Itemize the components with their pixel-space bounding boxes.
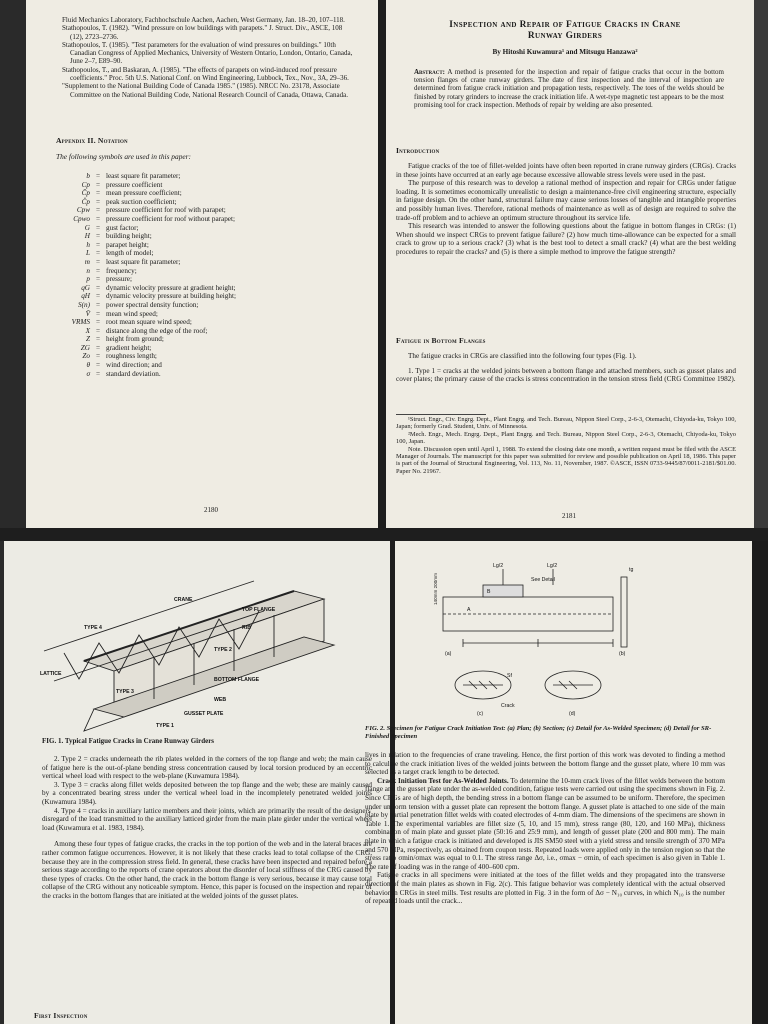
fig-label-tg: tg: [629, 567, 634, 573]
fig-label-lg2: Lg/2: [493, 563, 504, 569]
paragraph: Among these four types of fatigue cracks, the cracks in the top portion of the web and in the lateral braces are rather common fatigue occurrences. However, it is not likely that these cracks lead to total collapse of the CRG, because they are in the compression stress field. In general, these cracks have been inspected and repaired before a serious stage according to the reports of crane operators about the disorder of local stiffness of the CRG caused by these types of cracks. On the other hand, the crack in the bottom flange is very serious, because it may cause total collapse of the CRG without any noticeable symptom. Hence, this paper is focused on the inspection and repair of the cracks in the bottom flanges that are initiated at the welded joints of the gusset plates.: [42, 840, 372, 900]
paragraph: [365, 777, 725, 872]
notation-symbol: Cp: [81, 180, 90, 189]
paragraph: Fatigue cracks in all specimens were initiated at the toes of the fillet welds and they propagated into the transverse direction of the main plates as shown in Fig. 2(c). This fatigue behavior was completely identical with the actual observed behavior in CRGs in steel mills. Test results are plotted in Fig. 3 in the form of Δσ − N₁₀ curves, in which N₁₀ is the number of repeated loads until the crack...: [365, 871, 725, 906]
notation-definition: length of model;: [106, 249, 154, 258]
fig-label-dim: 140mm 200mm: [433, 573, 438, 605]
notation-symbol: Z: [86, 335, 90, 344]
notation-symbol: C̄p: [81, 189, 90, 198]
notation-definition: frequency;: [106, 266, 137, 275]
notation-row: [60, 241, 350, 250]
page-gap: [0, 528, 768, 541]
notation-row: [60, 172, 350, 181]
types-body: [42, 755, 372, 901]
notation-definition: power spectral density function;: [106, 300, 199, 309]
fig1-crane-girder-drawing: [24, 581, 354, 731]
introduction-heading: Introduction: [396, 146, 440, 155]
notation-symbol: Čp: [81, 197, 90, 206]
notation-definition: peak suction coefficient;: [106, 197, 177, 206]
references-list: [62, 16, 354, 99]
footnote: ¹Struct. Engr., Civ. Engrg. Dept., Plant Engrg. and Tech. Bureau, Nippon Steel Corp., 2-6-3, Otemachi, Chiyoda-ku, Tokyo 100, Japan; formerly Grad. Student, Univ. of Minnesota.: [396, 416, 736, 431]
equals-sign: =: [95, 369, 101, 378]
notation-definition: pressure;: [106, 275, 132, 284]
footnotes: [396, 416, 736, 475]
reference-item: Stathopoulos, T. (1985). "Test parameters for the evaluation of wind pressures on buildings." 10th Canadian Congress of Applied Mechanics, University of Western Ontario, London, Ontario, Canada, June 2–7, E89–90.: [62, 40, 353, 66]
equals-sign: =: [95, 197, 101, 206]
abstract-label: Abstract:: [414, 68, 446, 76]
notation-symbol: S(n): [78, 300, 90, 309]
fig-label-b-section: (b): [619, 651, 626, 657]
notation-symbol: m: [84, 257, 90, 266]
notation-symbol: h: [86, 240, 90, 249]
equals-sign: =: [95, 172, 101, 180]
equals-sign: =: [95, 309, 101, 318]
fig-label-web: WEB: [214, 697, 227, 703]
notation-definition: roughness length;: [106, 352, 157, 361]
notation-row: [60, 189, 350, 198]
notation-row: [60, 224, 350, 233]
reference-item: "Supplement to the National Building Code of Canada 1985." (1985). NRCC No. 23178, Associate Committee on the National Building Code, National Research Council of Canada, Ottawa, Canada.: [62, 82, 348, 99]
fig-label-see-detail: See Detail: [531, 577, 555, 583]
page-number: 2180: [204, 506, 218, 514]
equals-sign: =: [95, 214, 101, 223]
notation-symbol: Cpw: [76, 206, 90, 215]
equals-sign: =: [95, 240, 101, 249]
notation-symbol: VRMS: [71, 318, 90, 327]
notation-symbol: θ: [86, 361, 90, 370]
fig-label-type1: TYPE 1: [156, 723, 174, 729]
notation-definition: standard deviation.: [106, 369, 161, 378]
notation-symbol: qH: [81, 292, 90, 301]
fig2-specimen-drawing: [423, 557, 653, 717]
notation-row: [60, 181, 350, 190]
notation-definition: pressure coefficient: [106, 180, 163, 189]
notation-definition: mean pressure coefficient;: [106, 189, 182, 198]
equals-sign: =: [95, 326, 101, 335]
notation-symbol: Cpwo: [73, 214, 90, 223]
paragraph: lives in relation to the frequencies of crane traveling. Hence, the first portion of this work was devoted to finding a method to calculate the crack initiation lives of the welded joints between the bottom flange and the gusset plate, where 10 mm was selected as a target crack length to be detected.: [365, 751, 725, 777]
paragraph: Fatigue cracks of the toe of fillet-welded joints have often been reported in crane runway girders (CRGs). Cracks in these joints have occurred at an early age because excessive allowable stress levels were used in the past.: [396, 162, 736, 179]
paper-title: [400, 20, 730, 42]
notation-row: [60, 275, 350, 284]
reference-item: Fluid Mechanics Laboratory, Fachhochschule Aachen, Aachen, West Germany, Jan. 18–20, 107–118.: [62, 16, 345, 24]
reference-item: Stathopoulos, T. (1982). "Wind pressure on low buildings with parapets." J. Struct. Div., ASCE, 108 (12), 2723–2736.: [62, 24, 343, 41]
notation-row: [60, 215, 350, 224]
paragraph-heading: Crack Initiation Test for As-Welded Joints.: [377, 776, 509, 785]
paragraph: The fatigue cracks in CRGs are classified into the following four types (Fig. 1).: [408, 352, 637, 360]
equals-sign: =: [95, 266, 101, 275]
footnote-rule: [396, 414, 486, 415]
page-2181: [386, 0, 768, 528]
notation-definition: height from ground;: [106, 335, 164, 344]
notation-row: [60, 249, 350, 258]
fig2-caption: FIG. 2. Specimen for Fatigue Crack Initiation Test: (a) Plan; (b) Section; (c) Detail for As-Welded Specimen; (d) Detail for SR-Finished Specimen: [365, 725, 712, 741]
notation-row: [60, 370, 350, 379]
notation-symbol: ZG: [80, 343, 90, 352]
notation-row: [60, 284, 350, 293]
notation-row: [60, 292, 350, 301]
notation-symbol: Zo: [82, 352, 90, 361]
fig-label-sf: Sf: [507, 673, 512, 679]
equals-sign: =: [95, 343, 101, 352]
first-inspection-heading: First Inspection: [34, 1011, 88, 1020]
equals-sign: =: [95, 335, 101, 344]
notation-symbol: V̄: [85, 309, 90, 318]
notation-definition: least square fit parameter;: [106, 257, 181, 266]
fig-label-type3: TYPE 3: [116, 689, 134, 695]
paragraph: 4. Type 4 = cracks in auxiliary lattice members and their joints, which are primarily the result of the designers' disregard of the load transmitted to the auxiliary latticed girder from the main plate girder under the vertical wheel load (Kuwamura et al. 1983, 1984).: [42, 806, 372, 832]
paragraph: 3. Type 3 = cracks along fillet welds deposited between the top flange and the web; these are mainly caused by a concentrated bearing stress under the vertical wheel load in the incompletely penetrated welded joints (Kuwamura 1984).: [42, 780, 372, 806]
notation-definition: gradient height;: [106, 343, 152, 352]
fig-label-crane: CRANE: [174, 597, 193, 603]
fig-label-a-point: A: [467, 607, 471, 613]
notation-row: [60, 232, 350, 241]
fig-label-rib: RIB: [242, 625, 251, 631]
abstract-text: A method is presented for the inspection and repair of fatigue cracks that occur in the bottom tension flanges of crane runway girders. The date of first inspection and the interval of inspection are determined from fatigue crack initiation and propagation tests, respectively. The toes of the welds should be finished by rotary grinders to increase the crack initiation life. A wet-type magnetic test appears to be the most promising tool for crack inspection. Methods of repair by welding are also presented.: [414, 68, 724, 109]
fig-label-type2: TYPE 2: [214, 647, 232, 653]
equals-sign: =: [95, 361, 101, 370]
equals-sign: =: [95, 275, 101, 284]
notation-definition: pressure coefficient for roof without parapet;: [106, 214, 235, 223]
paragraph-text: To determine the 10-mm crack lives of the fillet welds between the bottom flange and the gusset plate under the as-welded condition, fatigue tests were carried out using the specimens shown in Fig. 2. Since CRGs are of high depth, the bending stress in a bottom flange can be assumed to be uniform. Therefore, the specimen under uniform tension with a gusset plate can represent the bottom flange. A gusset plate is attached to one side of the main plate by partial penetration fillet welds with coated electrodes of 4-mm diam. The dimensions of the specimens are shown in Table 1. The experimental variables are fillet size (5, 10, and 15 mm), stress range (80, 120, and 160 MPa), thickness combination of main plate and gusset plate (50:16 and 25:9 mm), and length of gusset plate (200 and 800 mm). The main plate in which a fatigue crack is initiated and developed is JIS SM50 steel with a yield stress and tensile strength of 370 MPa and 570 MPa, respectively, as obtained from coupon tests. Repeated loads were applied only in the tension region so that the stress ratio σmin/σmax was equal to 0.1. The stress range Δσ, i.e., σmax − σmin, of each specimen is also given in Table 1. The rate of loading was in the range of 400–600 cpm.: [365, 776, 725, 871]
notation-row: [60, 327, 350, 336]
paragraph: 2. Type 2 = cracks underneath the rib plates welded in the corners of the top flange and web; the main cause of fatigue here is the out-of-plane bending stress concentration caused by local torsion produced by an eccentric vertical wheel load with respect to the web-plane (Kuwamura 1984).: [42, 755, 372, 781]
notation-definition: pressure coefficient for roof with parapet;: [106, 206, 226, 215]
notation-definition: distance along the edge of the roof;: [106, 326, 208, 335]
equals-sign: =: [95, 352, 101, 361]
fig-label-bottom-flange: BOTTOM FLANGE: [214, 677, 260, 683]
notation-symbol: p: [86, 275, 90, 284]
equals-sign: =: [95, 257, 101, 266]
paper-title-line2: Runway Girders: [527, 31, 603, 41]
notation-definition: dynamic velocity pressure at building height;: [106, 292, 236, 301]
equals-sign: =: [95, 223, 101, 232]
fig-label-lattice: LATTICE: [40, 671, 62, 677]
fig1-caption: FIG. 1. Typical Fatigue Cracks in Crane Runway Girders: [42, 737, 215, 745]
abstract: [414, 68, 724, 109]
paragraph: This research was intended to answer the following questions about the fatigue in bottom flanges in CRGs: (1) When should we inspect CRGs to prevent fatigue failure? (2) how much time-allowance can be expected for a small crack to grow up to a serious crack? (3) what is the best tool to detect a small crack? (4) what are the best welding procedures to repair the cracks? and (5) is there a simple method to improve the fatigue strength?: [396, 222, 736, 256]
fig-label-type4: TYPE 4: [84, 625, 102, 631]
notation-row: [60, 352, 350, 361]
notation-definition: root mean square wind speed;: [106, 318, 192, 327]
fig-label-b: B: [487, 589, 491, 595]
notation-row: [60, 310, 350, 319]
notation-symbol: n: [86, 266, 90, 275]
notation-definition: least square fit parameter;: [106, 172, 181, 180]
notation-definition: parapet height;: [106, 240, 149, 249]
notation-symbol: L: [86, 249, 90, 258]
equals-sign: =: [95, 206, 101, 215]
appendix-intro: The following symbols are used in this paper:: [56, 152, 192, 161]
fig-label-c: (c): [477, 711, 484, 717]
equals-sign: =: [95, 292, 101, 301]
footnote: ²Mech. Engr., Mech. Engrg. Dept., Plant Engrg. and Tech. Bureau, Nippon Steel Corp., 2-6-3, Otemachi, Chiyoda-ku, Tokyo 100, Japan.: [396, 430, 736, 446]
notation-definition: mean wind speed;: [106, 309, 158, 318]
fatigue-heading: Fatigue in Bottom Flanges: [396, 336, 486, 345]
fig-label-lg2: Lg/2: [547, 563, 558, 569]
scan-edge: [754, 0, 768, 528]
notation-definition: dynamic velocity pressure at gradient height;: [106, 283, 236, 292]
notation-list: [60, 172, 350, 378]
footnote: Note. Discussion open until April 1, 1988. To extend the closing date one month, a written request must be filed with the ASCE Manager of Journals. The manuscript for this paper was submitted for review and possible publication on April 18, 1986. This paper is part of the Journal of Structural Engineering, Vol. 113, No. 11, November, 1987. ©ASCE, ISSN 0733-9445/87/0011-2181/$01.00. Paper No. 21967.: [396, 445, 736, 475]
notation-symbol: σ: [86, 369, 90, 378]
notation-symbol: G: [84, 223, 90, 232]
notation-row: [60, 344, 350, 353]
notation-row: [60, 318, 350, 327]
notation-symbol: b: [86, 172, 90, 180]
notation-definition: wind direction; and: [106, 361, 162, 370]
equals-sign: =: [95, 232, 101, 241]
fig-label-d: (d): [569, 711, 576, 717]
notation-row: [60, 361, 350, 370]
equals-sign: =: [95, 249, 101, 258]
notation-row: [60, 301, 350, 310]
equals-sign: =: [95, 318, 101, 327]
paragraph: 1. Type 1 = cracks at the welded joints between a bottom flange and attached members, such as gusset plates and cover plates; the primary cause of the cracks is stress concentration in the tension stress field (CRG Committee 1982).: [396, 366, 736, 384]
notation-definition: gust factor;: [106, 223, 139, 232]
fig-label-crack: Crack: [501, 703, 515, 709]
equals-sign: =: [95, 283, 101, 292]
fig-label-a: (a): [445, 651, 452, 657]
notation-row: [60, 335, 350, 344]
paper-title-line1: Inspection and Repair of Fatigue Cracks in Crane: [449, 20, 681, 30]
equals-sign: =: [95, 180, 101, 189]
fatigue-body: [396, 352, 736, 384]
crack-initiation-body: [365, 751, 725, 906]
introduction-body: [396, 162, 736, 257]
fig-label-top-flange: TOP FLANGE: [242, 607, 276, 613]
notation-row: [60, 258, 350, 267]
page-2180: [26, 0, 378, 528]
notation-symbol: H: [84, 232, 90, 241]
spine-shadow: [378, 0, 386, 528]
paragraph: The purpose of this research was to develop a rational method of inspection and repair for CRGs under fatigue loading. It is sometimes economically unrealistic to design a maintenance-free civil engineering structure, especially in fatigue design. On the other hand, structural failure may cause serious losses of tangible and intangible properties and possibly human lives. Therefore, rational methods of maintenance as well as of design are required to solve the trade-off problem and to achieve an optimum structure throughout its service life.: [396, 179, 736, 222]
reference-item: Stathopoulos, T., and Baskaran, A. (1985). "The effects of parapets on wind-induced roof pressure coefficients." Proc. 5th U.S. National Conf. on Wind Engineering, Lubbock, Tex., Nov., 3A, 29–36.: [62, 65, 349, 83]
notation-row: [60, 206, 350, 215]
equals-sign: =: [95, 189, 101, 198]
notation-row: [60, 198, 350, 207]
scan-edge: [752, 541, 768, 1024]
notation-row: [60, 267, 350, 276]
notation-symbol: X: [85, 326, 90, 335]
notation-symbol: qG: [81, 283, 90, 292]
page-fig2: [365, 541, 768, 1024]
appendix-heading: Appendix II. Notation: [56, 136, 128, 145]
authors: By Hitoshi Kuwamura¹ and Mitsugu Hanzawa²: [492, 48, 638, 56]
equals-sign: =: [95, 300, 101, 309]
page-fig1: [4, 541, 390, 1024]
page-number: 2181: [562, 512, 576, 520]
notation-definition: building height;: [106, 232, 152, 241]
fig-label-gusset: GUSSET PLATE: [184, 711, 224, 717]
